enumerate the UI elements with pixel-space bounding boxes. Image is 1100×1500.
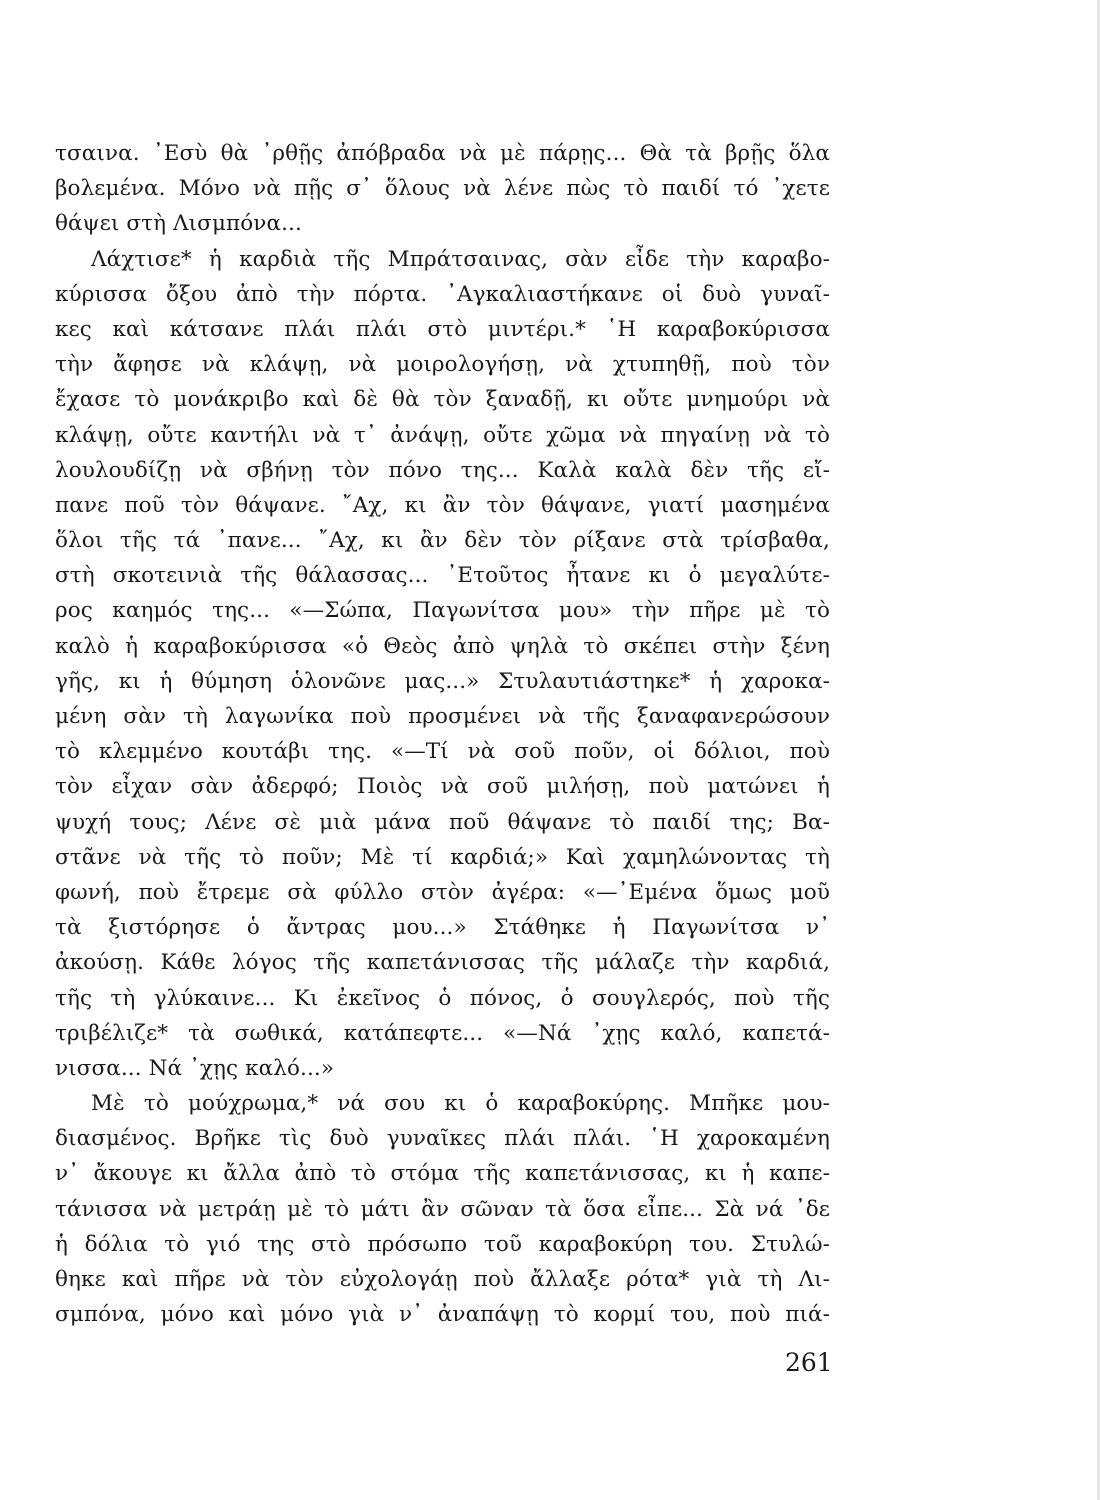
paragraph-start-line: Λάχτισε* ἡ καρδιὰ τῆς Μπράτσαινας, σὰν εἶδε τὴν καραβο-: [91, 246, 830, 272]
text-line: τῆς τὴ γλύκαινε... Κι ἐκεῖνος ὁ πόνος, ὁ σουγλερός, ποὺ τῆς: [55, 985, 830, 1011]
text-line: τριβέλιζε* τὰ σωθικά, κατάπεφτε... «—Νά ᾽χῃς καλό, καπετά-: [55, 1020, 830, 1046]
text-line: τὸν εἶχαν σὰν ἀδερφό; Ποιὸς νὰ σοῦ μιλήσῃ, ποὺ ματώνει ἡ: [55, 774, 830, 800]
paragraph-start-line: Μὲ τὸ μούχρωμα,* νά σου κι ὁ καραβοκύρης. Μπῆκε μου-: [91, 1091, 830, 1117]
text-line: πανε ποῦ τὸν θάψανε. ῎Αχ, κι ἂν τὸν θάψανε, γιατί μασημένα: [55, 492, 830, 518]
text-line: βολεμένα. Μόνο νὰ πῇς σ᾽ ὅλους νὰ λένε πὼς τὸ παιδί τό ᾽χετε: [55, 176, 830, 202]
text-line: τὴν ἄφησε νὰ κλάψῃ, νὰ μοιρολογήσῃ, νὰ χτυπηθῇ, ποὺ τὸν: [55, 352, 830, 378]
text-line: ἀκούσῃ. Κάθε λόγος τῆς καπετάνισσας τῆς μάλαζε τὴν καρδιά,: [55, 950, 830, 976]
text-line: στᾶνε νὰ τῆς τὸ ποῦν; Μὲ τί καρδιά;» Καὶ χαμηλώνοντας τὴ: [55, 844, 830, 870]
page-number: 261: [785, 1348, 833, 1377]
text-line: φωνή, ποὺ ἔτρεμε σὰ φύλλο στὸν ἀγέρα: «—᾽Εμένα ὅμως μοῦ: [55, 879, 830, 905]
text-line: τσαινα. ᾽Εσὺ θὰ ᾽ρθῇς ἀπόβραδα νὰ μὲ πάρῃς... Θὰ τὰ βρῇς ὅλα: [55, 141, 830, 166]
body-text: [55, 136, 830, 1332]
text-line: κες καὶ κάτσανε πλάι πλάι στὸ μιντέρι.* ῾Η καραβοκύρισσα: [55, 316, 830, 342]
text-line: ἔχασε τὸ μονάκριβο καὶ δὲ θὰ τὸν ξαναδῇ, κι οὔτε μνημούρι νὰ: [55, 387, 830, 413]
text-line: τὸ κλεμμένο κουτάβι της. «—Τί νὰ σοῦ ποῦν, οἱ δόλιοι, ποὺ: [55, 739, 830, 765]
text-line: κύρισσα ὄξου ἀπὸ τὴν πόρτα. ᾽Αγκαλιαστήκανε οἱ δυὸ γυναῖ-: [55, 281, 830, 307]
text-line: στὴ σκοτεινιὰ τῆς θάλασσας... ᾽Ετοῦτος ἦτανε κι ὁ μεγαλύτε-: [55, 563, 830, 589]
text-line: τὰ ξιστόρησε ὁ ἄντρας μου...» Στάθηκε ἡ Παγωνίτσα ν᾽: [55, 915, 830, 941]
text-line: ψυχή τους; Λένε σὲ μιὰ μάνα ποῦ θάψανε τὸ παιδί της; Βα-: [55, 809, 830, 835]
text-line: τάνισσα νὰ μετράῃ μὲ τὸ μάτι ἂν σῶναν τὰ ὅσα εἶπε... Σὰ νά ᾽δε: [55, 1196, 830, 1222]
text-line: μένη σὰν τὴ λαγωνίκα ποὺ προσμένει νὰ τῆς ξαναφανερώσουν: [55, 704, 830, 729]
text-line: σμπόνα, μόνο καὶ μόνο γιὰ ν᾽ ἀναπάψῃ τὸ κορμί του, ποὺ πιά-: [55, 1302, 830, 1328]
text-line: κλάψῃ, οὔτε καντήλι νὰ τ᾽ ἀνάψῃ, οὔτε χῶμα νὰ πηγαίνῃ νὰ τὸ: [55, 422, 830, 448]
text-line: θάψει στὴ Λισμπόνα...: [55, 211, 302, 237]
text-line: θηκε καὶ πῆρε νὰ τὸν εὐχολογάῃ ποὺ ἄλλαξε ρότα* γιὰ τὴ Λι-: [55, 1267, 830, 1292]
text-line: καλὸ ἡ καραβοκύρισσα «ὁ Θεὸς ἀπὸ ψηλὰ τὸ σκέπει στὴν ξένη: [55, 633, 830, 659]
text-line: γῆς, κι ἡ θύμηση ὁλονῶνε μας...» Στυλαυτιάστηκε* ἡ χαροκα-: [55, 668, 830, 694]
text-line: ρος καημός της... «—Σώπα, Παγωνίτσα μου» τὴν πῆρε μὲ τὸ: [55, 598, 830, 624]
text-line: νισσα... Νά ᾽χῃς καλό...»: [55, 1055, 335, 1081]
text-line: διασμένος. Βρῆκε τὶς δυὸ γυναῖκες πλάι πλάι. ῾Η χαροκαμένη: [55, 1126, 830, 1152]
text-line: ὅλοι τῆς τά ᾽πανε... ῎Αχ, κι ἂν δὲν τὸν ρίξανε στὰ τρίσβαθα,: [55, 528, 830, 554]
text-line: λουλουδίζῃ νὰ σβήνῃ τὸν πόνο της... Καλὰ καλὰ δὲν τῆς εἴ-: [55, 457, 830, 483]
text-line: ν᾽ ἄκουγε κι ἄλλα ἀπὸ τὸ στόμα τῆς καπετάνισσας, κι ἡ καπε-: [55, 1161, 830, 1187]
text-line: ἡ δόλια τὸ γιό της στὸ πρόσωπο τοῦ καραβοκύρη του. Στυλώ-: [55, 1231, 830, 1257]
